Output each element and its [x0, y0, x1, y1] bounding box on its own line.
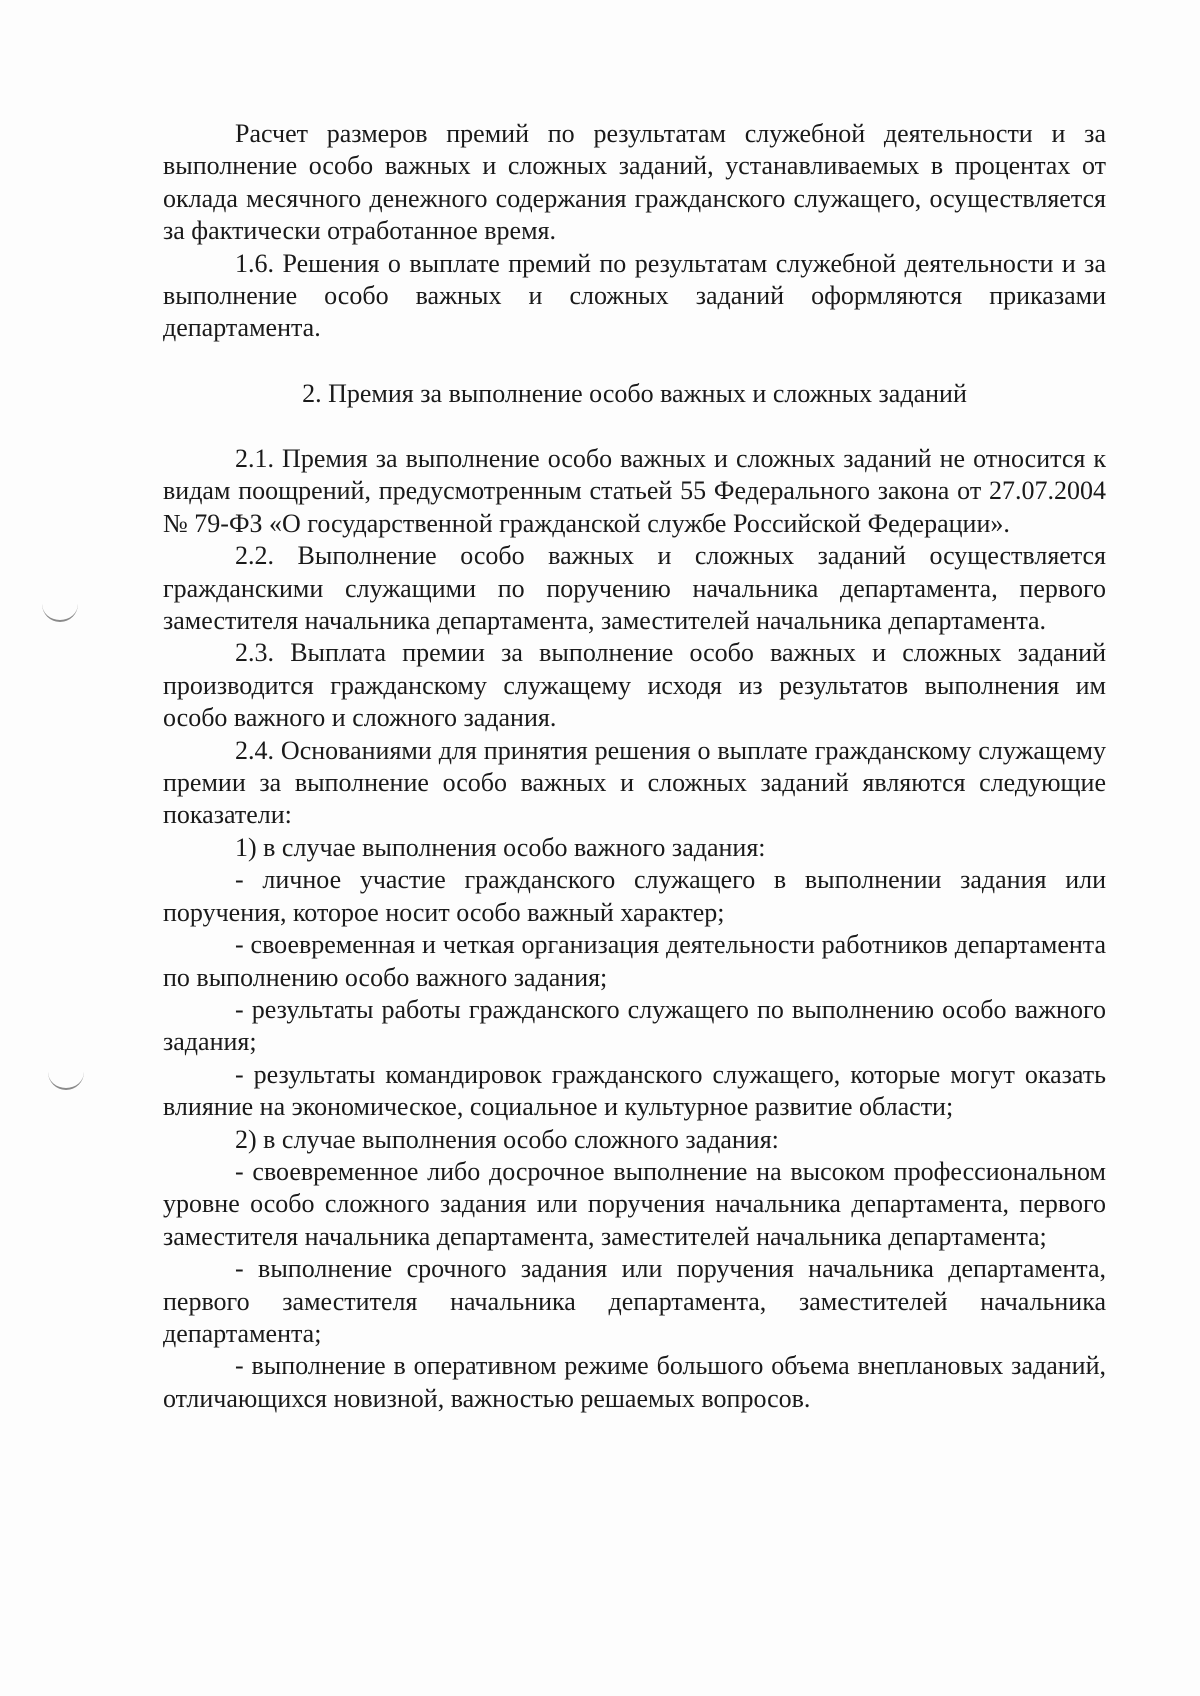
intro-block: [163, 118, 1106, 345]
paragraph-2-3: 2.3. Выплата премии за выполнение особо важных и сложных заданий производится гражданскому служащему исходя из результатов выполнения им особо важного и сложного задания.: [163, 638, 1106, 733]
list-item: - своевременное либо досрочное выполнение на высоком профессиональном уровне особо сложного задания или поручения начальника департамента, первого заместителя начальника департамента, заместителей начальника департамента;: [163, 1156, 1106, 1251]
case-1-heading: 1) в случае выполнения особо важного задания:: [235, 832, 766, 862]
paragraph-2-2: 2.2. Выполнение особо важных и сложных заданий осуществляется гражданскими служащими по поручению начальника департамента, первого заместителя начальника департамента, заместителей начальника департамента.: [163, 541, 1106, 636]
list-item: - выполнение в оперативном режиме большого объема внеплановых заданий, отличающихся новизной, важностью решаемых вопросов.: [163, 1351, 1106, 1413]
paragraph-1-6: 1.6. Решения о выплате премий по результатам служебной деятельности и за выполнение особо важных и сложных заданий оформляются приказами департамента.: [163, 248, 1106, 343]
case-2-heading: 2) в случае выполнения особо сложного задания:: [235, 1124, 779, 1154]
list-item: - личное участие гражданского служащего в выполнении задания или поручения, которое носит особо важный характер;: [163, 865, 1106, 927]
punch-hole-mark: [42, 598, 78, 622]
list-item: - своевременная и четкая организация деятельности работников департамента по выполнению особо важного задания;: [163, 930, 1106, 992]
punch-hole-mark: [48, 1066, 84, 1090]
section-2-body: [163, 443, 1106, 1415]
paragraph-2-1: 2.1. Премия за выполнение особо важных и сложных заданий не относится к видам поощрений, предусмотренным статьей 55 Федерального закона от 27.07.2004 № 79-ФЗ «О государственной гражданской службе Российской Федерации».: [163, 444, 1106, 538]
list-item: - результаты работы гражданского служащего по выполнению особо важного задания;: [163, 994, 1106, 1057]
paragraph-2-4: 2.4. Основаниями для принятия решения о выплате гражданскому служащему премии за выполнение особо важных и сложных заданий являются следующие показатели:: [163, 735, 1106, 830]
list-item: - результаты командировок гражданского служащего, которые могут оказать влияние на экономическое, социальное и культурное развитие области;: [163, 1059, 1106, 1122]
paragraph-bonus-calculation: Расчет размеров премий по результатам служебной деятельности и за выполнение особо важных и сложных заданий, устанавливаемых в процентах от оклада месячного денежного содержания гражданского служащего, осуществляется за фактически отработанное время.: [163, 119, 1106, 246]
section-2-heading: 2. Премия за выполнение особо важных и сложных заданий: [302, 379, 967, 408]
list-item: - выполнение срочного задания или поручения начальника департамента, первого заместителя начальника департамента, заместителей начальника департамента;: [163, 1254, 1106, 1348]
